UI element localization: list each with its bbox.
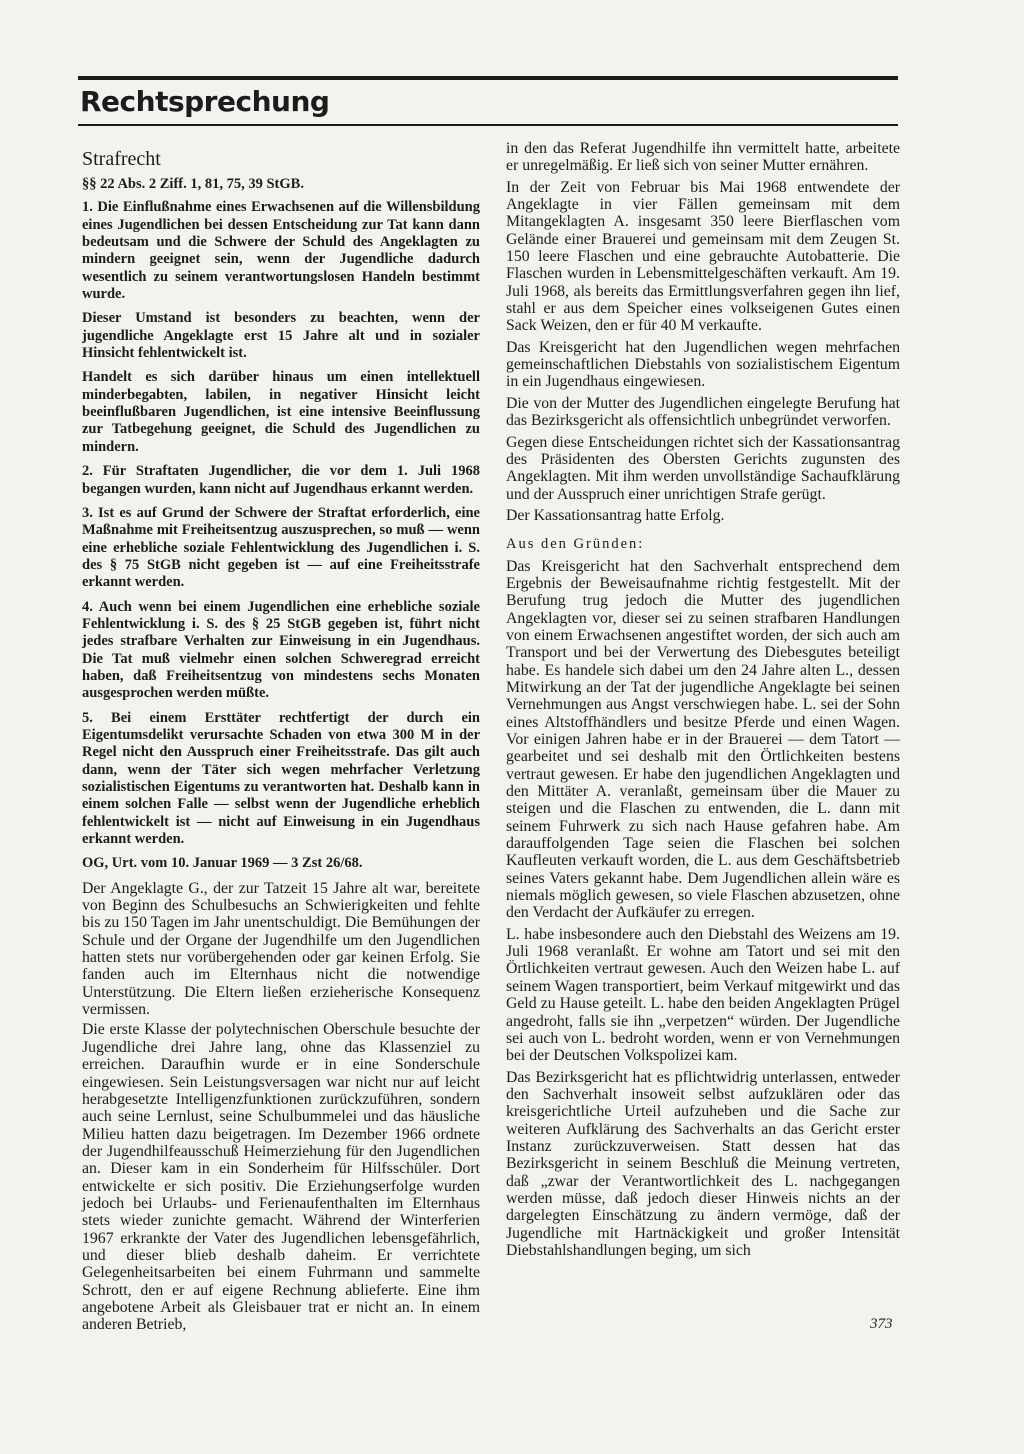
headnote: 3. Ist es auf Grund der Schwere der Straftat erforderlich, eine Maßnahme mit Freiheitsentzug auszusprechen, so muß — wenn eine erhebliche soziale Fehlentwicklung des Jugendlichen i. S. des § 75 StGB nicht gegeben ist — auf eine Freiheitsstrafe erkannt werden. <box>82 504 480 591</box>
masthead: Rechtsprechung <box>80 85 330 118</box>
body-paragraph: Der Kassationsantrag hatte Erfolg. <box>506 506 725 524</box>
reasons-text <box>506 558 900 1260</box>
ruling-citation: OG, Urt. vom 10. Januar 1969 — 3 Zst 26/68. <box>82 855 363 872</box>
reasons-heading: Aus den Gründen: <box>506 536 645 553</box>
masthead-rule <box>78 124 898 126</box>
body-paragraph: Die von der Mutter des Jugendlichen eingelegte Berufung hat das Bezirksgericht als offensichtlich unbegründet verworfen. <box>506 394 900 430</box>
section-title: Strafrecht <box>82 148 161 170</box>
right-column <box>506 140 900 1263</box>
reasons-paragraph: L. habe insbesondere auch den Diebstahl des Weizens am 19. Juli 1968 veranlaßt. Er wohne am Tatort und sei mit den Örtlichkeiten vertraut gewesen. Auch den Weizen habe L. auf seinem Wagen transportiert, beim Verkauf mitgewirkt und das Geld zu Hause geteilt. L. habe den beiden Angeklagten Prügel angedroht, falls sie ihn „verpetzen“ würden. Der Jugendliche sei auch von L. bedroht worden, wenn er von Vernehmungen bei der Deutschen Volkspolizei kam. <box>506 925 900 1065</box>
top-rule <box>78 76 898 80</box>
page-number: 373 <box>870 1316 893 1332</box>
headnote: Dieser Umstand ist besonders zu beachten, wenn der jugendliche Angeklagte erst 15 Jahre alt und in sozialer Hinsicht fehlentwickelt ist. <box>82 310 480 362</box>
headnotes <box>82 199 480 848</box>
body-paragraph: Die erste Klasse der polytechnischen Oberschule besuchte der Jugendliche drei Jahre lang, ohne das Klassenziel zu erreichen. Daraufhin wurde er in eine Sonderschule eingewiesen. Sein Leistungsversagen war nicht nur auf leicht herabgesetzte Intelligenzfunktionen zurückzuführen, sondern auch seine Lernlust, seine Schulbummelei und das häusliche Milieu hatten dazu beigetragen. Im Dezember 1966 ordnete der Jugendhilfeausschuß Heimerziehung für den Jugendlichen an. Dieser kam in ein Sonderheim für Hilfsschüler. Dort entwickelte er sich positiv. Die Erziehungserfolge wurden jedoch bei Urlaubs- und Ferienaufenthalten im Elternhaus stets wieder zunichte gemacht. Während der Winterferien 1967 erkrankte der Vater des Jugendlichen lebensgefährlich, und dieser blieb deshalb daheim. Er verrichtete Gelegenheitsarbeiten bei einem Fuhrmann und sammelte Schrott, den er auf eigene Rechnung ablieferte. Eine ihm angebotene Arbeit als Gleisbauer trat er nicht an. In einem anderen Betrieb, <box>82 1021 480 1334</box>
facts-continued <box>506 140 900 524</box>
reasons-paragraph: Das Kreisgericht hat den Sachverhalt entsprechend dem Ergebnis der Beweisaufnahme richtig festgestellt. Mit der Berufung trug jedoch die Mutter des jugendlichen Angeklagten vor, dieser sei zu seinen strafbaren Handlungen von einem Erwachsenen angestiftet worden, der sich auch am Transport und bei der Verwertung des Diebesgutes beteiligt habe. Es handele sich dabei um den 24 Jahre alten L., dessen Mitwirkung an der Tat der jugendliche Angeklagte bei seinen Vernehmungen aus Angst verschwiegen habe. L. sei der Sohn eines Altstoffhändlers und besitze Pferde und einen Wagen. Vor einigen Jahren habe er in der Brauerei — dem Tatort — gearbeitet und sei deshalb mit den Örtlichkeiten bestens vertraut gewesen. Er habe den jugendlichen Angeklagten und den Mittäter A. veranlaßt, gemeinsam über die Mauer zu steigen und die Flaschen zu entwenden, die L. dann mit seinem Fuhrwerk zu sich nach Hause gefahren habe. Am darauffolgenden Tage seien die Flaschen bei solchen Kaufleuten verkauft worden, die L. aus dem Geschäftsbetrieb seines Vaters gekannt habe. Dem Jugendlichen allein wäre es niemals möglich gewesen, so viele Flaschen abzusetzen, ohne den Verdacht der Aufkäufer zu erregen. <box>506 557 900 922</box>
body-paragraph: In der Zeit von Februar bis Mai 1968 entwendete der Angeklagte in vier Fällen gemeinsam mit dem Mitangeklagten A. insgesamt 350 leere Bierflaschen vom Gelände einer Brauerei und gemeinsam mit dem Zeugen St. 150 leere Flaschen und eine gebrauchte Autobatterie. Die Flaschen wurden in Lebensmittelgeschäften verkauft. Am 19. Juli 1968, als bereits das Ermittlungsverfahren gegen ihn lief, stahl er aus dem Speicher eines volkseigenen Gutes einen Sack Weizen, den er für 40 M verkaufte. <box>506 178 900 335</box>
facts-text <box>82 880 480 1334</box>
headnote: 2. Für Straftaten Jugendlicher, die vor dem 1. Juli 1968 begangen wurden, kann nicht auf Jugendhaus erkannt werden. <box>82 463 480 497</box>
statute-reference: §§ 22 Abs. 2 Ziff. 1, 81, 75, 39 StGB. <box>82 176 304 192</box>
headnote: 5. Bei einem Ersttäter rechtfertigt der durch ein Eigentumsdelikt verursachte Schaden von etwa 300 M in der Regel nicht den Ausspruch einer Freiheitsstrafe. Das gilt auch dann, wenn der Täter sich wegen mehrfacher Verletzung sozialistischen Eigentums zu verantworten hat. Deshalb kann in einem solchen Falle — selbst wenn der Jugendliche erheblich fehlentwickelt ist — nicht auf Einweisung in ein Jugendhaus erkannt werden. <box>82 709 480 848</box>
headnote: 1. Die Einflußnahme eines Erwachsenen auf die Willensbildung eines Jugendlichen bei dessen Entscheidung zur Tat kann dann bedeutsam und die Schwere der Schuld des Angeklagten zu mindern geeignet sein, wenn der Jugendliche dadurch wesentlich zu seinem verantwortungslosen Handeln bestimmt wurde. <box>82 199 480 303</box>
headnote: 4. Auch wenn bei einem Jugendlichen eine erhebliche soziale Fehlentwicklung i. S. des § 25 StGB gegeben ist, führt nicht jedes strafbare Verhalten zur Einweisung in ein Jugendhaus. Die Tat muß vielmehr einen solchen Schweregrad erreicht haben, daß Freiheitsentzug von mindestens sechs Monaten ausgesprochen werden müßte. <box>82 598 480 702</box>
body-paragraph: in den das Referat Jugendhilfe ihn vermittelt hatte, arbeitete er unregelmäßig. Er ließ sich von seiner Mutter ernähren. <box>506 140 900 175</box>
body-paragraph: Der Angeklagte G., der zur Tatzeit 15 Jahre alt war, bereitete von Beginn des Schulbesuchs an Schwierigkeiten und fehlte bis zu 150 Tagen im Jahr unentschuldigt. Die Bemühungen der Schule und der Organe der Jugendhilfe um den Jugendlichen hatten stets nur vorübergehenden oder gar keinen Erfolg. Sie fanden auch im Elternhaus nicht die notwendige Unterstützung. Die Eltern ließen erzieherische Konsequenz vermissen. <box>82 879 480 1019</box>
body-paragraph: Das Kreisgericht hat den Jugendlichen wegen mehrfachen gemeinschaftlichen Diebstahls von sozialistischem Eigentum in ein Jugendhaus eingewiesen. <box>506 338 900 391</box>
left-column <box>82 140 480 1337</box>
headnote: Handelt es sich darüber hinaus um einen intellektuell minderbegabten, labilen, in negativer Hinsicht leicht beeinflußbaren Jugendlichen, ist eine intensive Beeinflussung zur Tatbegehung geeignet, die Schuld des Jugendlichen zu mindern. <box>82 369 480 455</box>
body-paragraph: Gegen diese Entscheidungen richtet sich der Kassationsantrag des Präsidenten des Obersten Gerichts zugunsten des Angeklagten. Mit ihm werden unvollständige Sachaufklärung und der Ausspruch einer unrichtigen Strafe gerügt. <box>506 433 900 503</box>
reasons-paragraph: Das Bezirksgericht hat es pflichtwidrig unterlassen, entweder den Sachverhalt insoweit selbst aufzuklären oder das kreisgerichtliche Urteil aufzuheben und die Sache zur weiteren Aufklärung des Sachverhalts an das Gericht erster Instanz zurückzuverweisen. Statt dessen hat das Bezirksgericht in seinem Beschluß die Meinung vertreten, daß „zwar der Verantwortlichkeit des L. nachgegangen werden müsse, daß jedoch dieser Hinweis nichts an der dargelegten Einschätzung zu ändern vermöge, daß der Jugendliche mit Hartnäckigkeit und großer Intensität Diebstahlshandlungen beging, um sich <box>506 1068 900 1259</box>
